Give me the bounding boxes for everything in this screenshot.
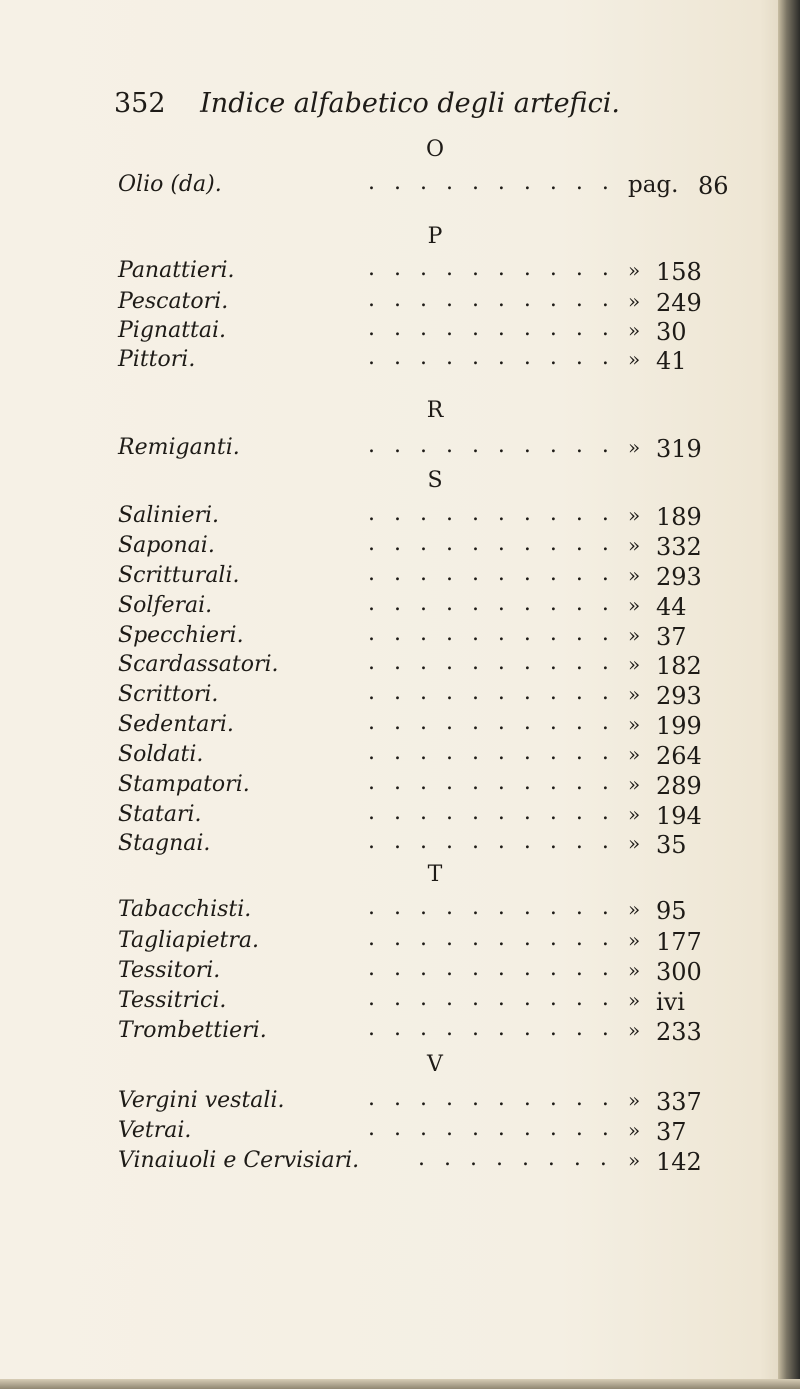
index-entry — [118, 318, 728, 348]
dot-leader: . . . . . . . . . . — [368, 740, 615, 765]
index-entry — [118, 533, 728, 563]
index-entry — [118, 742, 728, 772]
entry-ref: » — [628, 928, 641, 952]
entry-name: Pescatori. — [118, 289, 229, 314]
dot-leader: . . . . . . . . . . — [368, 621, 615, 646]
entry-name: Scritturali. — [118, 563, 240, 588]
dot-leader: . . . . . . . . . . — [368, 531, 615, 556]
entry-page: 182 — [656, 652, 702, 680]
dot-leader: . . . . . . . . . . — [368, 895, 615, 920]
index-entry — [118, 831, 728, 861]
entry-page: 189 — [656, 503, 702, 531]
running-header — [114, 88, 620, 119]
entry-name: Vetrai. — [118, 1118, 192, 1143]
entry-ref: » — [628, 1148, 641, 1172]
entry-page: 37 — [656, 623, 687, 651]
index-entry — [118, 1088, 728, 1118]
entry-page: 289 — [656, 772, 702, 800]
dot-leader: . . . . . . . . . . — [368, 256, 615, 281]
entry-name: Panattieri. — [118, 258, 235, 283]
entry-ref: pag. — [628, 172, 679, 198]
entry-ref: » — [628, 623, 641, 647]
dot-leader: . . . . . . . . . . — [368, 710, 615, 735]
entry-ref: » — [628, 831, 641, 855]
entry-name: Soldati. — [118, 742, 204, 767]
section-letter-v: V — [427, 1052, 443, 1077]
entry-name: Statari. — [118, 802, 202, 827]
entry-name: Tabacchisti. — [118, 897, 252, 922]
dot-leader: . . . . . . . . . . — [368, 345, 615, 370]
entry-page: 337 — [656, 1088, 702, 1116]
index-entry — [118, 802, 728, 832]
entry-name: Saponai. — [118, 533, 215, 558]
index-entry — [118, 958, 728, 988]
index-entry — [118, 172, 728, 202]
entry-name: Tessitrici. — [118, 988, 227, 1013]
entry-page: 95 — [656, 897, 687, 925]
entry-page: 332 — [656, 533, 702, 561]
entry-page: 249 — [656, 289, 702, 317]
entry-ref: » — [628, 772, 641, 796]
entry-name: Scrittori. — [118, 682, 219, 707]
entry-page: 30 — [656, 318, 687, 346]
entry-ref: » — [628, 742, 641, 766]
entry-name: Solferai. — [118, 593, 213, 618]
entry-ref: » — [628, 318, 641, 342]
dot-leader: . . . . . . . . . . — [368, 1116, 615, 1141]
index-entry — [118, 503, 728, 533]
dot-leader: . . . . . . . . . . — [368, 829, 615, 854]
index-entry — [118, 712, 728, 742]
entry-name: Stampatori. — [118, 772, 250, 797]
section-letter-t: T — [427, 862, 443, 887]
page-bottom-edge — [0, 1379, 800, 1389]
entry-ref: » — [628, 593, 641, 617]
entry-name: Salinieri. — [118, 503, 220, 528]
entry-page: 233 — [656, 1018, 702, 1046]
index-entry — [118, 897, 728, 927]
entry-name: Pignattai. — [118, 318, 227, 343]
entry-ref: » — [628, 1018, 641, 1042]
dot-leader: . . . . . . . . . . — [368, 770, 615, 795]
index-entry — [118, 1148, 728, 1178]
index-entry — [118, 652, 728, 682]
dot-leader: . . . . . . . . . . — [368, 956, 615, 981]
entry-page: 142 — [656, 1148, 702, 1176]
entry-name: Tagliapietra. — [118, 928, 259, 953]
entry-page: 293 — [656, 563, 702, 591]
entry-ref: » — [628, 1118, 641, 1142]
entry-name: Vinaiuoli e Cervisiari. — [118, 1148, 360, 1173]
index-entry — [118, 563, 728, 593]
dot-leader: . . . . . . . . . . — [368, 287, 615, 312]
entry-page: 44 — [656, 593, 687, 621]
entry-page: 41 — [656, 347, 687, 375]
dot-leader: . . . . . . . . . . — [368, 170, 615, 195]
index-entry — [118, 988, 728, 1018]
dot-leader: . . . . . . . . . . — [368, 680, 615, 705]
book-spine-shadow — [778, 0, 800, 1389]
entry-name: Specchieri. — [118, 623, 244, 648]
entry-name: Sedentari. — [118, 712, 234, 737]
entry-ref: » — [628, 802, 641, 826]
entry-name: Vergini vestali. — [118, 1088, 285, 1113]
page-number: 352 — [114, 88, 166, 119]
entry-ref: » — [628, 563, 641, 587]
dot-leader: . . . . . . . . . . — [368, 433, 615, 458]
entry-ref: » — [628, 435, 641, 459]
dot-leader: . . . . . . . . . . — [368, 926, 615, 951]
entry-name: Stagnai. — [118, 831, 211, 856]
entry-name: Tessitori. — [118, 958, 221, 983]
entry-page: 177 — [656, 928, 702, 956]
entry-page: 37 — [656, 1118, 687, 1146]
entry-ref: » — [628, 682, 641, 706]
dot-leader: . . . . . . . . . . — [368, 561, 615, 586]
section-letter-o: O — [425, 137, 445, 162]
dot-leader: . . . . . . . . . . — [368, 1086, 615, 1111]
entry-page: 35 — [656, 831, 687, 859]
page-title: Indice alfabetico degli artefici. — [200, 88, 620, 119]
entry-ref: » — [628, 652, 641, 676]
entry-ref: » — [628, 347, 641, 371]
index-entry — [118, 772, 728, 802]
entry-name: Trombettieri. — [118, 1018, 267, 1043]
entry-page: 158 — [656, 258, 702, 286]
entry-page: ivi — [656, 988, 685, 1016]
entry-page: 194 — [656, 802, 702, 830]
section-letter-r: R — [426, 398, 444, 423]
entry-ref: » — [628, 503, 641, 527]
dot-leader: . . . . . . . . . . — [368, 501, 615, 526]
entry-page: 293 — [656, 682, 702, 710]
index-entry — [118, 258, 728, 288]
section-letter-p: P — [427, 224, 443, 249]
index-entry — [118, 682, 728, 712]
entry-ref: » — [628, 897, 641, 921]
index-entry — [118, 623, 728, 653]
index-entry — [118, 1118, 728, 1148]
entry-name: Remiganti. — [118, 435, 240, 460]
dot-leader: . . . . . . . . . . — [368, 650, 615, 675]
entry-ref: » — [628, 289, 641, 313]
entry-ref: » — [628, 988, 641, 1012]
entry-page: 319 — [656, 435, 702, 463]
entry-ref: » — [628, 533, 641, 557]
entry-ref: » — [628, 712, 641, 736]
entry-page: 300 — [656, 958, 702, 986]
entry-ref: » — [628, 958, 641, 982]
index-entry — [118, 435, 728, 465]
entry-ref: » — [628, 1088, 641, 1112]
dot-leader: . . . . . . . . — [418, 1146, 613, 1171]
dot-leader: . . . . . . . . . . — [368, 800, 615, 825]
dot-leader: . . . . . . . . . . — [368, 591, 615, 616]
dot-leader: . . . . . . . . . . — [368, 316, 615, 341]
dot-leader: . . . . . . . . . . — [368, 986, 615, 1011]
index-entry — [118, 928, 728, 958]
index-entry — [118, 289, 728, 319]
entry-page: 264 — [656, 742, 702, 770]
entry-name: Olio (da). — [118, 172, 222, 197]
entry-name: Scardassatori. — [118, 652, 279, 677]
entry-name: Pittori. — [118, 347, 196, 372]
section-letter-s: S — [427, 468, 443, 493]
index-entry — [118, 593, 728, 623]
dot-leader: . . . . . . . . . . — [368, 1016, 615, 1041]
index-entry — [118, 1018, 728, 1048]
entry-page: 199 — [656, 712, 702, 740]
entry-ref: » — [628, 258, 641, 282]
entry-page: 86 — [698, 172, 729, 200]
index-entry — [118, 347, 728, 377]
